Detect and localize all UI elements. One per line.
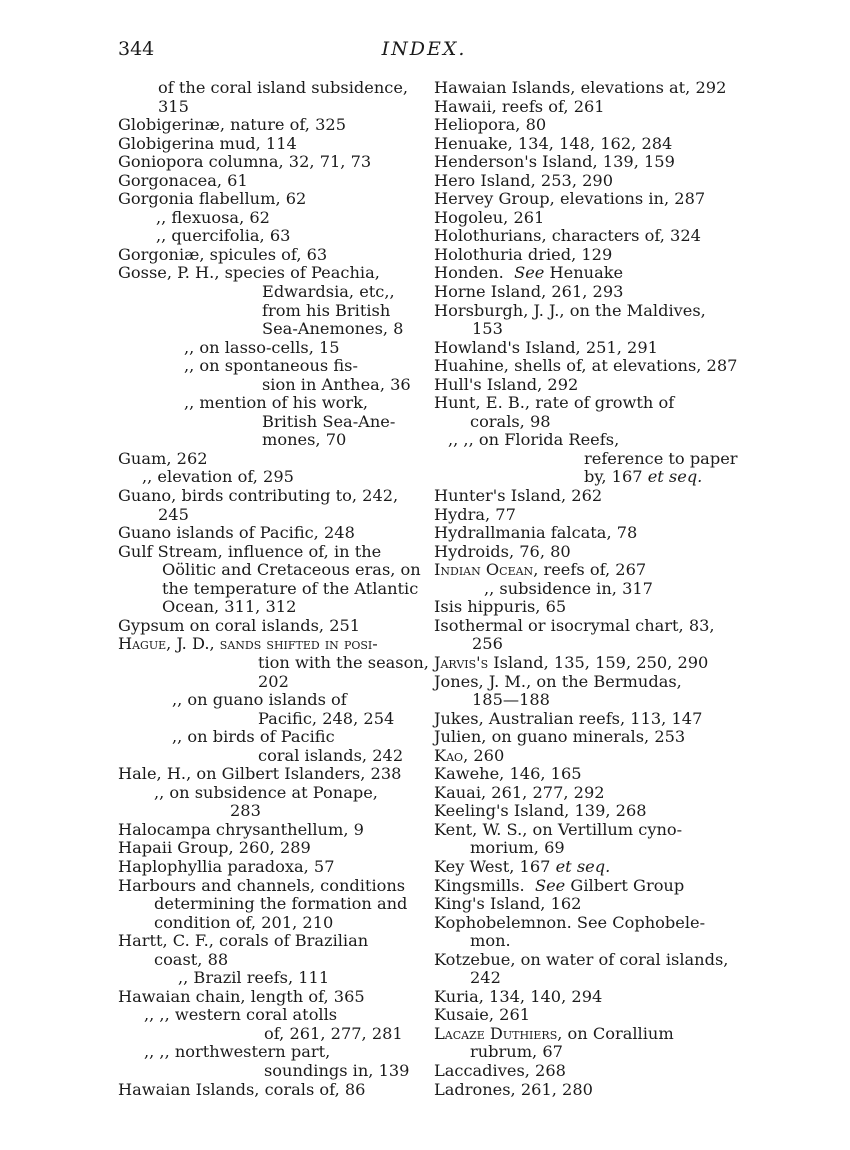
index-subentry: ,, on subsidence at Ponape, <box>154 782 378 802</box>
running-title: INDEX. <box>381 38 467 60</box>
index-entry: Hero Island, 253, 290 <box>434 170 614 190</box>
index-entry: Guano, birds contributing to, 242, <box>118 486 399 506</box>
index-entry: Kophobelemnon. See Cophobele- <box>434 912 706 932</box>
index-entry: Gosse, P. H., species of Peachia, <box>118 263 380 283</box>
index-line: of, 261, 277, 281 <box>264 1023 403 1043</box>
index-line: British Sea-Ane- <box>262 411 396 431</box>
index-line: mon. <box>470 931 511 951</box>
index-entry: Isis hippuris, 65 <box>434 597 567 617</box>
entry-head: Honden. <box>434 263 504 283</box>
index-entry: Kawehe, 146, 165 <box>434 764 582 784</box>
index-subentry: ,, mention of his work, <box>184 393 369 413</box>
index-subentry: ,, on guano islands of <box>172 690 347 710</box>
index-line: rubrum, 67 <box>470 1042 563 1062</box>
index-line: of the coral island subsidence, <box>158 78 409 97</box>
cross-reference: Gilbert Group <box>570 875 685 895</box>
index-entry: Indian Ocean, reefs of, 267 <box>434 560 647 580</box>
index-entry: Hunt, E. B., rate of growth of <box>434 393 675 413</box>
index-entry: Laccadives, 268 <box>434 1060 566 1080</box>
index-entry: Hague, J. D., sands shifted in posi- <box>118 634 378 654</box>
index-entry: Hogoleu, 261 <box>434 207 545 227</box>
cross-reference: Henuake <box>549 263 624 283</box>
index-entry: Hawaian Islands, corals of, 86 <box>118 1079 366 1099</box>
index-line: condition of, 201, 210 <box>154 912 334 932</box>
index-line: 242 <box>470 968 501 988</box>
index-entry: Howland's Island, 251, 291 <box>434 337 658 357</box>
page-header <box>118 38 730 68</box>
entry-head: Indian Ocean <box>434 560 534 580</box>
index-entry: King's Island, 162 <box>434 894 582 914</box>
index-line: the temperature of the Atlantic <box>162 578 419 598</box>
index-line: Ocean, 311, 312 <box>162 597 297 617</box>
index-line: 283 <box>230 801 261 821</box>
page-number: 344 <box>118 38 155 60</box>
index-line: 245 <box>158 504 189 524</box>
index-entry: Ladrones, 261, 280 <box>434 1079 593 1099</box>
index-entry: Holothurians, characters of, 324 <box>434 226 701 246</box>
index-subentry: ,, flexuosa, 62 <box>156 207 270 227</box>
index-entry: Guam, 262 <box>118 448 208 468</box>
index-line: tion with the season, <box>258 652 429 672</box>
index-entry: Kent, W. S., on Vertillum cyno- <box>434 819 683 839</box>
index-line: mones, 70 <box>262 430 347 450</box>
index-line: soundings in, 139 <box>264 1060 410 1080</box>
index-entry: Globigerinæ, nature of, 325 <box>118 115 346 135</box>
index-entry: Isothermal or isocrymal chart, 83, <box>434 615 715 635</box>
index-entry <box>434 264 730 283</box>
index-column-left <box>118 78 429 1099</box>
index-entry: Hydra, 77 <box>434 504 516 524</box>
index-entry: Keeling's Island, 139, 268 <box>434 801 647 821</box>
index-line: 153 <box>472 319 503 339</box>
entry-head: Lacaze Duthiers <box>434 1023 558 1043</box>
index-entry: Kauai, 261, 277, 292 <box>434 782 605 802</box>
index-line: determining the formation and <box>154 894 408 914</box>
index-entry: Horne Island, 261, 293 <box>434 282 624 302</box>
index-subentry: ,, elevation of, 295 <box>142 467 294 487</box>
index-entry: Jukes, Australian reefs, 113, 147 <box>434 708 703 728</box>
index-entry: Goniopora columna, 32, 71, 73 <box>118 152 372 172</box>
index-column-right <box>434 78 738 1099</box>
index-subentry: ,, ,, on Florida Reefs, <box>448 430 620 450</box>
index-line: by, 167 et seq. <box>584 467 703 487</box>
index-entry: Gulf Stream, influence of, in the <box>118 541 382 561</box>
index-entry: Hydrallmania falcata, 78 <box>434 523 638 543</box>
index-entry: Gorgoniæ, spicules of, 63 <box>118 244 328 264</box>
index-entry: Hapaii Group, 260, 289 <box>118 838 311 858</box>
index-entry <box>434 877 730 896</box>
index-entry: Kao, 260 <box>434 745 505 765</box>
index-subentry: ,, ,, northwestern part, <box>144 1042 331 1062</box>
index-line: Edwardsia, etc,, <box>262 282 395 302</box>
index-entry: Jarvis's Island, 135, 159, 250, 290 <box>434 652 709 672</box>
index-entry: Halocampa chrysanthellum, 9 <box>118 819 364 839</box>
index-subentry: ,, on birds of Pacific <box>172 727 335 747</box>
index-entry: Key West, 167 et seq. <box>434 856 611 876</box>
index-entry: Globigerina mud, 114 <box>118 133 297 153</box>
index-entry: Hawaian chain, length of, 365 <box>118 986 365 1006</box>
entry-head: Kao <box>434 745 464 765</box>
index-entry: Hartt, C. F., corals of Brazilian <box>118 931 369 951</box>
index-entry: Kusaie, 261 <box>434 1005 531 1025</box>
index-entry: Julien, on guano minerals, 253 <box>434 727 686 747</box>
index-entry: Kotzebue, on water of coral islands, <box>434 949 729 969</box>
index-line: Sea-Anemones, 8 <box>262 319 404 339</box>
index-entry: Jones, J. M., on the Bermudas, <box>434 671 682 691</box>
index-line: 202 <box>258 671 289 691</box>
see-reference: See <box>514 263 545 283</box>
index-entry: Kuria, 134, 140, 294 <box>434 986 603 1006</box>
index-entry: Hawaii, reefs of, 261 <box>434 96 605 116</box>
index-line: corals, 98 <box>470 411 551 431</box>
index-entry: Guano islands of Pacific, 248 <box>118 523 355 543</box>
index-entry: Harbours and channels, conditions <box>118 875 406 895</box>
index-line: 256 <box>472 634 503 654</box>
index-entry: Gypsum on coral islands, 251 <box>118 615 361 635</box>
index-entry: Henderson's Island, 139, 159 <box>434 152 675 172</box>
index-entry: Huahine, shells of, at elevations, 287 <box>434 356 738 376</box>
index-subentry: ,, ,, western coral atolls <box>144 1005 338 1025</box>
index-entry: Lacaze Duthiers, on Corallium <box>434 1023 674 1043</box>
index-line: reference to paper <box>584 448 738 468</box>
index-entry: Hale, H., on Gilbert Islanders, 238 <box>118 764 402 784</box>
index-subentry: ,, Brazil reefs, 111 <box>178 968 330 988</box>
index-entry: Horsburgh, J. J., on the Maldives, <box>434 300 706 320</box>
index-line: Pacific, 248, 254 <box>258 708 395 728</box>
index-entry: Hervey Group, elevations in, 287 <box>434 189 706 209</box>
index-entry: Heliopora, 80 <box>434 115 547 135</box>
see-reference: See <box>535 875 566 895</box>
entry-head: Kingsmills. <box>434 875 525 895</box>
index-line: morium, 69 <box>470 838 565 858</box>
index-entry: Gorgonacea, 61 <box>118 170 248 190</box>
index-entry: Hydroids, 76, 80 <box>434 541 571 561</box>
index-line: 185—188 <box>472 690 550 710</box>
entry-head: Jarvis's <box>434 652 489 672</box>
index-entry: Gorgonia flabellum, 62 <box>118 189 307 209</box>
index-entry: Hunter's Island, 262 <box>434 486 603 506</box>
index-subentry: ,, quercifolia, 63 <box>156 226 291 246</box>
index-entry: Haplophyllia paradoxa, 57 <box>118 856 335 876</box>
index-line: Oölitic and Cretaceous eras, on <box>162 560 421 580</box>
index-entry: Hull's Island, 292 <box>434 374 579 394</box>
index-line: coast, 88 <box>154 949 229 969</box>
index-line: coral islands, 242 <box>258 745 404 765</box>
index-entry: Holothuria dried, 129 <box>434 244 613 264</box>
index-subentry: ,, subsidence in, 317 <box>484 578 653 598</box>
index-line: sion in Anthea, 36 <box>262 374 411 394</box>
index-line: from his British <box>262 300 391 320</box>
index-subentry: ,, on lasso-cells, 15 <box>184 337 340 357</box>
index-entry: Henuake, 134, 148, 162, 284 <box>434 133 673 153</box>
index-entry: Hawaian Islands, elevations at, 292 <box>434 78 727 97</box>
index-line: 315 <box>158 96 189 116</box>
index-subentry: ,, on spontaneous fis- <box>184 356 358 376</box>
